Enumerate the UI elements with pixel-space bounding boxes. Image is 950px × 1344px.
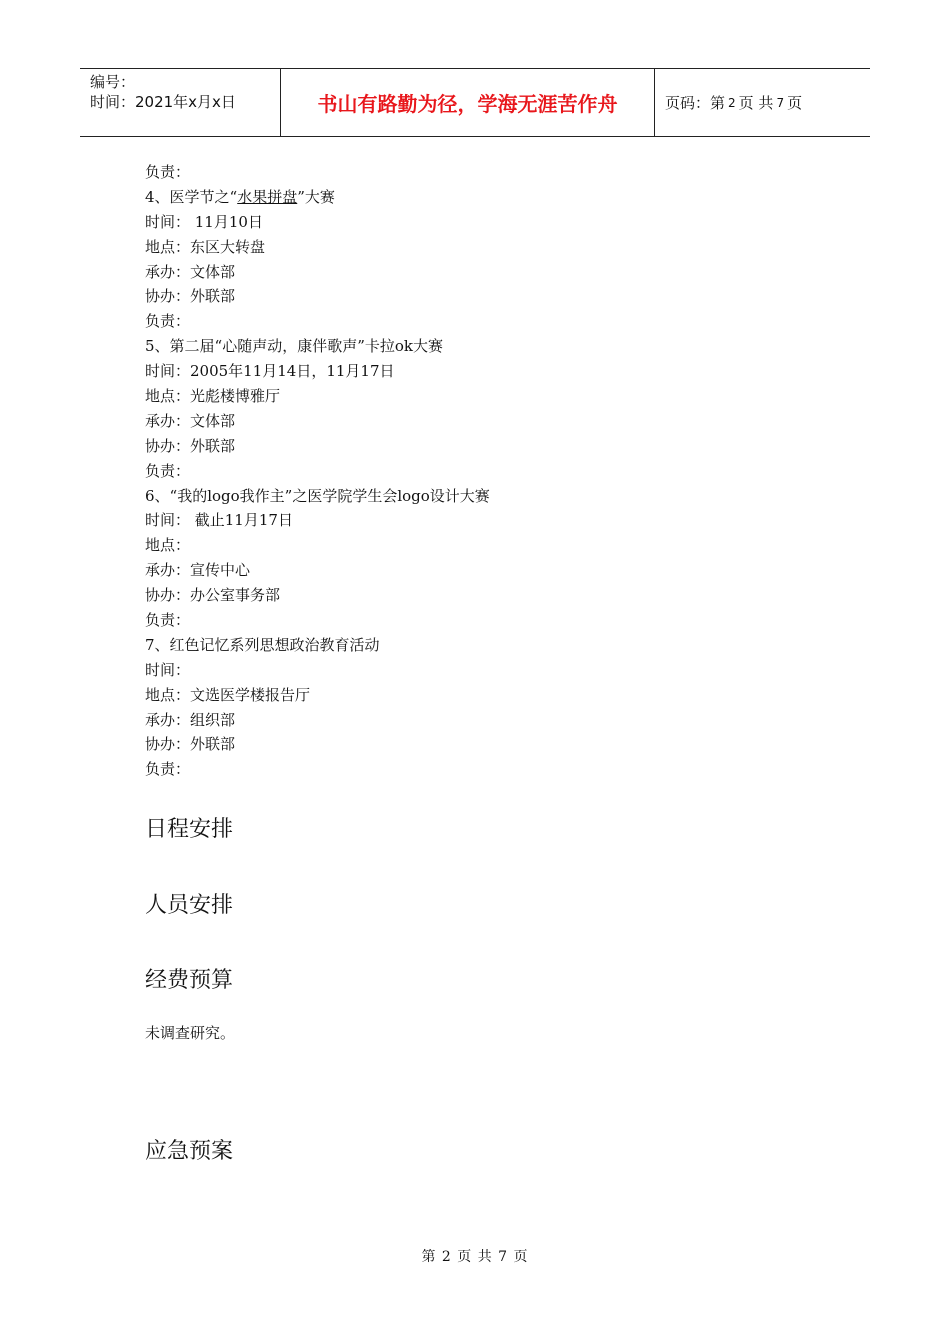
list-item: 协办：外联部	[145, 436, 236, 455]
page-footer: 第 2 页 共 7 页	[421, 1249, 529, 1265]
list-item: 地点：光彪楼博雅厅	[145, 387, 281, 406]
page-total: 7	[776, 95, 785, 110]
list-item: 地点：文选医学楼报告厅	[145, 685, 311, 704]
heading-emergency: 应急预案	[145, 1139, 234, 1164]
list-item: 地点：东区大转盘	[145, 237, 266, 256]
page-suffix: 页	[787, 94, 803, 112]
list-item: 负责：	[145, 461, 191, 480]
page-header	[80, 68, 870, 137]
heading-budget: 经费预算	[145, 968, 234, 993]
list-item: 负责：	[145, 163, 191, 181]
page-current: 2	[728, 95, 736, 110]
heading-personnel: 人员安排	[145, 893, 234, 918]
doc-date-label: 时间：2021年x月x日	[90, 93, 236, 111]
list-item: 6、“我的logo我作主”之医学院学生会logo设计大赛	[145, 486, 490, 505]
list-item: 承办：文体部	[145, 262, 236, 281]
page-prefix: 页码：第	[665, 94, 726, 112]
activity-4-title-pre: 4、医学节之“	[145, 187, 238, 206]
list-item: 负责：	[145, 312, 191, 331]
list-item: 负责：	[145, 760, 191, 779]
list-item: 时间： 截止11月17日	[145, 511, 293, 530]
list-item: 承办：文体部	[145, 411, 236, 430]
list-item: 地点：	[145, 536, 191, 555]
activity-4-title-post: ”大赛	[297, 187, 335, 206]
page-mid: 页 共	[738, 94, 774, 112]
list-item: 承办：宣传中心	[145, 561, 251, 580]
header-meta	[80, 69, 281, 136]
list-item: 5、第二届“心随声动，康伴歌声”卡拉ok大赛	[145, 337, 444, 356]
list-item: 协办：办公室事务部	[145, 586, 281, 605]
budget-text: 未调查研究。	[145, 1024, 236, 1042]
header-page-number	[655, 69, 870, 136]
list-item: 7、红色记忆系列思想政治教育活动	[145, 635, 380, 654]
list-item: 时间：	[145, 660, 191, 679]
activity-4-title-link: 水果拼盘	[237, 187, 298, 206]
heading-schedule: 日程安排	[145, 817, 234, 842]
doc-code-label: 编号：	[90, 73, 136, 91]
header-motto: 书山有路勤为径，学海无涯苦作舟	[281, 69, 655, 136]
list-item: 协办：外联部	[145, 287, 236, 306]
list-item-activity-4	[145, 185, 845, 210]
list-item: 负责：	[145, 611, 191, 630]
list-item: 时间：2005年11月14日，11月17日	[145, 362, 395, 381]
list-item: 协办：外联部	[145, 735, 236, 754]
list-item: 承办：组织部	[145, 710, 236, 729]
list-item: 时间： 11月10日	[145, 212, 263, 231]
activity-list	[145, 160, 845, 782]
